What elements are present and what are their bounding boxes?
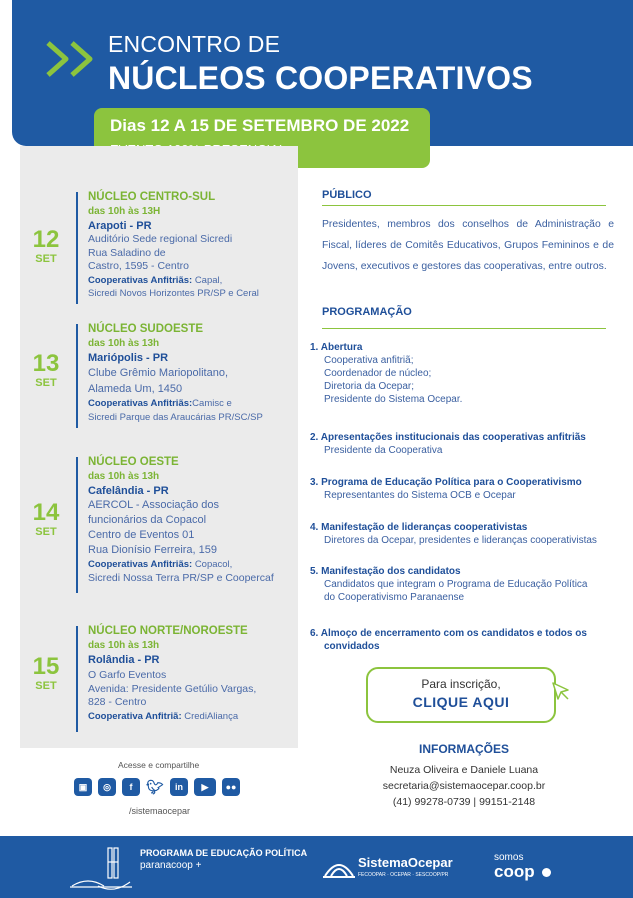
nucleo-hosts: Cooperativas Anfitriãs: Copacol, — [88, 559, 233, 570]
flickr-icon[interactable]: ●● — [222, 778, 240, 796]
nucleo-hosts-more: Sicredi Novos Horizontes PR/SP e Ceral — [88, 288, 259, 299]
coop-dot-icon — [542, 868, 551, 877]
social-icons — [74, 778, 240, 796]
programacao-divider — [322, 328, 606, 329]
day-month: SET — [35, 680, 57, 692]
nucleo-place-line: Centro de Eventos 01 — [88, 529, 195, 541]
nucleo-city: Cafelândia - PR — [88, 485, 169, 497]
prog-item-2: 2. Apresentações institucionais das cooperativas anfitriãs Presidente da Cooperativa — [310, 432, 586, 456]
nucleo-city: Rolândia - PR — [88, 654, 160, 666]
nucleo-hosts-more: Sicredi Nossa Terra PR/SP e Coopercaf — [88, 571, 274, 584]
footer-sistema-sub: FECOOPAR · OCEPAR · SESCOOP/PR — [358, 872, 449, 878]
info-phones: (41) 99278-0739 | 99151-2148 — [392, 796, 536, 808]
divider-line — [76, 192, 78, 304]
day-number: 15 — [32, 653, 60, 680]
nucleo-place-line: Rua Dionísio Ferreira, 159 — [88, 544, 218, 556]
nucleo-hosts: Cooperativas Anfitriãs: Capal, — [88, 274, 223, 286]
publico-divider — [322, 205, 606, 206]
day-number: 13 — [32, 350, 60, 377]
event-dates: Dias 12 A 15 DE SETEMBRO DE 2022 — [94, 108, 430, 140]
nucleo-hosts: Cooperativas Anfitriãs:Camisc e — [88, 398, 232, 409]
nucleo-place-line: Rua Saladino de — [88, 246, 166, 259]
prog-item-3: 3. Programa de Educação Política para o Cooperativismo Representantes do Sistema OCB e Ocepar — [310, 477, 582, 501]
info-email[interactable]: secretaria@sistemaocepar.coop.br — [382, 780, 546, 792]
nucleo-hours: das 10h às 13h — [88, 640, 160, 651]
nucleo-title: NÚCLEO OESTE — [88, 456, 179, 468]
nucleo-hosts-more: Sicredi Parque das Araucárias PR/SC/SP — [88, 411, 263, 423]
day-month: SET — [35, 377, 57, 389]
pointer-cursor-icon — [550, 680, 572, 702]
footer-coop: coop — [494, 862, 535, 881]
title-big: NÚCLEOS COOPERATIVOS — [108, 60, 533, 96]
footer-program-line1: PROGRAMA DE EDUCAÇÃO POLÍTICA — [140, 848, 308, 858]
nucleo-place-line: Alameda Um, 1450 — [88, 383, 183, 395]
nucleo-hours: das 10h às 13h — [88, 471, 160, 482]
nucleo-title: NÚCLEO NORTE/NOROESTE — [88, 625, 248, 637]
double-chevron-icon — [44, 40, 104, 78]
nucleo-hours: das 10h às 13h — [88, 338, 160, 349]
info-title: INFORMAÇÕES — [419, 742, 509, 756]
nucleo-place-line: funcionários da Copacol — [88, 514, 207, 526]
flickr-square-icon[interactable]: ▣ — [74, 778, 92, 796]
nucleo-title: NÚCLEO CENTRO-SUL — [88, 191, 216, 203]
nucleo-title: NÚCLEO SUDOESTE — [88, 323, 204, 335]
facebook-icon[interactable]: f — [122, 778, 140, 796]
prog-item-1: 1. Abertura Cooperativa anfitriã; Coordenador de núcleo; Diretoria da Ocepar; Presidente do Sistema Ocepar. — [310, 342, 463, 405]
nucleo-place-line: Auditório Sede regional Sicredi — [88, 233, 233, 245]
prog-item-6: 6. Almoço de encerramento com os candidatos e todos os convidados — [310, 628, 587, 652]
info-names: Neuza Oliveira e Daniele Luana — [389, 764, 539, 776]
prog-item-4: 4. Manifestação de lideranças cooperativistas Diretores da Ocepar, presidentes e lideranças cooperativistas — [310, 522, 597, 546]
nucleo-place-line: Clube Grêmio Mariopolitano, — [88, 367, 229, 379]
sistema-ocepar-logo-icon — [322, 852, 356, 882]
social-handle[interactable]: /sistemaocepar — [129, 806, 191, 816]
nucleo-place-line: Castro, 1595 - Centro — [88, 260, 189, 272]
footer-bar — [0, 836, 633, 898]
register-button[interactable] — [366, 667, 556, 723]
divider-line — [76, 457, 78, 593]
capitol-building-icon — [68, 846, 134, 890]
nucleo-hours: das 10h às 13H — [88, 206, 161, 217]
nucleo-city: Arapoti - PR — [88, 220, 152, 232]
publico-title: PÚBLICO — [322, 189, 372, 201]
nucleo-city: Mariópolis - PR — [88, 352, 169, 364]
register-button-line2: CLIQUE AQUI — [412, 694, 510, 710]
divider-line — [76, 324, 78, 428]
nucleo-hosts: Cooperativa Anfitriã: CrediAliança — [88, 710, 239, 722]
social-label: Acesse e compartilhe — [118, 760, 200, 770]
day-number: 14 — [32, 499, 60, 526]
footer-program-line2: paranacoop + — [140, 860, 202, 871]
register-button-line1: Para inscrição, — [421, 677, 501, 691]
day-month: SET — [35, 253, 57, 265]
nucleo-place-line: O Garfo Eventos — [88, 669, 167, 681]
publico-text: Presidentes, membros dos conselhos de Administração e Fiscal, líderes de Comitês Educativos, Grupos Femininos e de Jovens, executivos e gestores das cooperativas, entre outros. — [322, 219, 614, 272]
day-month: SET — [35, 526, 57, 538]
divider-line — [76, 626, 78, 732]
linkedin-icon[interactable]: in — [170, 778, 188, 796]
day-number: 12 — [32, 226, 60, 253]
nucleo-place-line: 828 - Centro — [88, 696, 147, 708]
instagram-icon[interactable]: ◎ — [98, 778, 116, 796]
twitter-icon[interactable]: 🐦︎ — [146, 778, 164, 795]
prog-item-5: 5. Manifestação dos candidatos Candidatos que integram o Programa de Educação Política do Cooperativismo Paranaense — [310, 566, 588, 603]
nucleo-place-line: AERCOL - Associação dos — [88, 499, 220, 511]
youtube-icon[interactable]: ▶ — [194, 778, 216, 796]
footer-sistema-ocepar: SistemaOcepar — [358, 855, 453, 870]
nucleo-place-line: Avenida: Presidente Getúlio Vargas, — [88, 682, 257, 695]
footer-somos: somos — [494, 852, 524, 863]
programacao-title: PROGRAMAÇÃO — [322, 306, 412, 318]
title-small: ENCONTRO DE — [108, 31, 281, 57]
